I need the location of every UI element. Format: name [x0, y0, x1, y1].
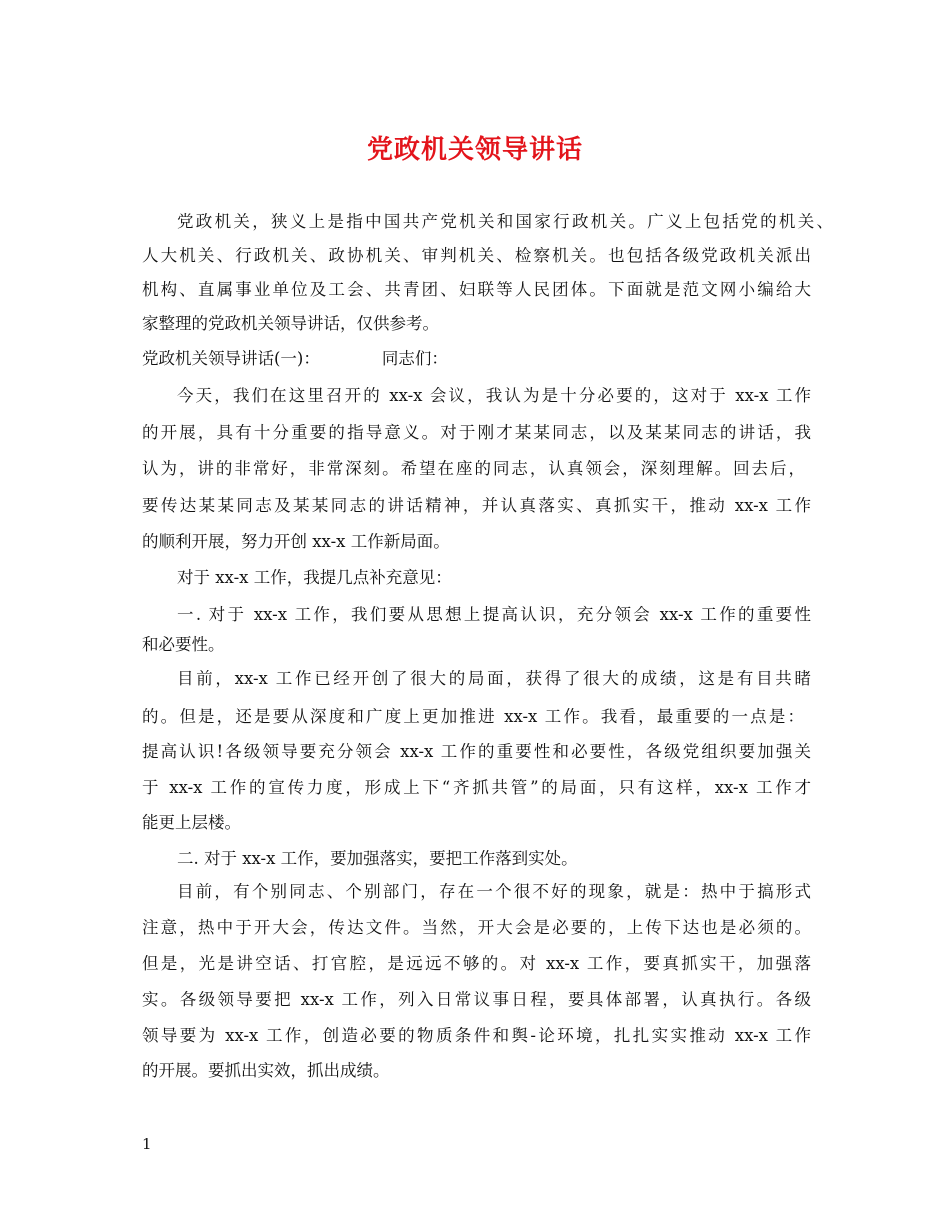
text-line: 能更上层楼。 — [142, 813, 241, 832]
page-number: 1 — [142, 1135, 152, 1153]
text-line: 领导要为 xx-x 工作，创造必要的物质条件和舆-论环境，扎扎实实推动 xx-x 工作 — [142, 1026, 811, 1045]
text-line: 的顺利开展，努力开创 xx-x 工作新局面。 — [142, 532, 450, 551]
text-line: 机构、直属事业单位及工会、共青团、妇联等人民团体。下面就是范文网小编给大 — [142, 280, 811, 299]
text-line: 的开展，具有十分重要的指导意义。对于刚才某某同志，以及某某同志的讲话，我 — [142, 423, 811, 442]
text-line: 人大机关、行政机关、政协机关、审判机关、检察机关。也包括各级党政机关派出 — [142, 246, 811, 265]
text-line: 目前，有个别同志、个别部门，存在一个很不好的现象，就是：热中于搞形式 — [177, 882, 811, 901]
text-line: 的开展。要抓出实效，抓出成绩。 — [142, 1061, 390, 1080]
text-line: 要传达某某同志及某某同志的讲话精神，并认真落实、真抓实干，推动 xx-x 工作 — [142, 496, 811, 515]
text-line: 对于 xx-x 工作，我提几点补充意见： — [177, 568, 452, 587]
section-heading — [142, 345, 448, 372]
text-line: 二. 对于 xx-x 工作，要加强落实，要把工作落到实处。 — [177, 849, 578, 868]
greeting: 同志们： — [381, 349, 448, 368]
text-line: 于 xx-x 工作的宣传力度，形成上下“齐抓共管”的局面，只有这样，xx-x 工作才 — [142, 778, 811, 797]
text-line: 今天，我们在这里召开的 xx-x 会议，我认为是十分必要的，这对于 xx-x 工作 — [177, 386, 811, 405]
text-line: 实。各级领导要把 xx-x 工作，列入日常议事日程，要具体部署，认真执行。各级 — [142, 990, 811, 1009]
text-line: 家整理的党政机关领导讲话，仅供参考。 — [142, 314, 439, 333]
text-line: 党政机关，狭义上是指中国共产党机关和国家行政机关。广义上包括党的机关、 — [177, 212, 833, 231]
document-title: 党政机关领导讲话 — [366, 135, 583, 165]
text-line: 注意，热中于开大会，传达文件。当然，开大会是必要的，上传下达也是必须的。 — [142, 918, 811, 937]
text-line: 但是，光是讲空话、打官腔，是远远不够的。对 xx-x 工作，要真抓实干，加强落 — [142, 954, 811, 973]
speech-heading: 党政机关领导讲话(一)： — [142, 349, 320, 368]
text-line: 的。但是，还是要从深度和广度上更加推进 xx-x 工作。我看，最重要的一点是： — [142, 707, 804, 726]
text-line: 和必要性。 — [142, 635, 225, 654]
text-line: 提高认识!各级领导要充分领会 xx-x 工作的重要性和必要性，各级党组织要加强关 — [142, 742, 811, 761]
text-line: 一. 对于 xx-x 工作，我们要从思想上提高认识，充分领会 xx-x 工作的重要性 — [177, 605, 811, 624]
text-line: 目前，xx-x 工作已经开创了很大的局面，获得了很大的成绩，这是有目共睹 — [177, 669, 811, 688]
text-line: 认为，讲的非常好，非常深刻。希望在座的同志，认真领会，深刻理解。回去后， — [142, 459, 805, 478]
